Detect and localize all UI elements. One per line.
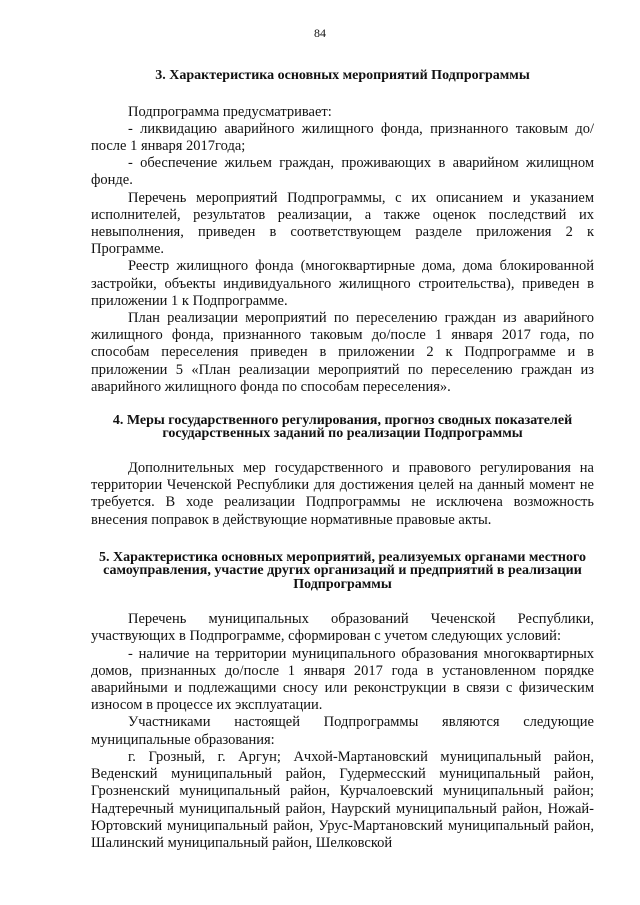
section-5 (91, 551, 594, 852)
paragraph: Подпрограмма предусматривает: (128, 103, 332, 120)
paragraph: Перечень муниципальных образований Чеченской Республики, участвующих в Подпрограмме, сформирован с учетом следующих условий: (91, 611, 594, 645)
paragraph: Перечень мероприятий Подпрограммы, с их описанием и указанием исполнителей, результатов реализации, а также оценок последствий их невыполнения, приведен в соответствующем разделе приложения 2 к Программе. (91, 189, 594, 258)
paragraph: План реализации мероприятий по переселению граждан из аварийного жилищного фонда, признанного таковым до/после 1 января 2017 года, по способам переселения приведен в приложении 2 к Подпрограмме и в приложении 5 «План реализации мероприятий по переселению граждан из аварийного жилищного фонда по способам переселения». (91, 309, 594, 395)
paragraph: - ликвидацию аварийного жилищного фонда, признанного таковым до/после 1 января 2017года; (91, 120, 594, 154)
paragraph: - обеспечение жильем граждан, проживающих в аварийном жилищном фонде. (91, 155, 594, 189)
paragraph: Реестр жилищного фонда (многоквартирные дома, дома блокированной застройки, объекты индивидуального жилищного строительства), приведен в приложении 1 к Подпрограмме. (91, 258, 594, 309)
section-4-title: 4. Меры государственного регулирования, прогноз сводных показателей государственных заданий по реализации Подпрограммы (112, 412, 573, 442)
document-body (91, 60, 594, 852)
section-5-title: 5. Характеристика основных мероприятий, реализуемых органами местного самоуправления, участие других организаций и предприятий в реализации Подпрограммы (99, 549, 586, 592)
section-4 (91, 414, 594, 529)
paragraph: Участниками настоящей Подпрограммы являются следующие муниципальные образования: (91, 714, 594, 748)
paragraph: г. Грозный, г. Аргун; Ачхой-Мартановский муниципальный район, Веденский муниципальный район, Гудермесский муниципальный район, Грозненский муниципальный район, Курчалоевский муниципальный район; Надтеречный муниципальный район, Наурский муниципальный район, Ножай-Юртовский муниципальный район, Урус-Мартановский муниципальный район, Шалинский муниципальный район, Шелковской (91, 748, 594, 851)
section-3 (91, 69, 594, 396)
section-3-title: 3. Характеристика основных мероприятий Подпрограммы (155, 68, 530, 83)
page-number: 84 (314, 26, 326, 40)
paragraph: - наличие на территории муниципального образования многоквартирных домов, признанных до/после 1 января 2017 года в установленном порядке аварийными и подлежащими сносу или реконструкции в связи с физическим износом в процессе их эксплуатации. (91, 645, 594, 714)
paragraph: Дополнительных мер государственного и правового регулирования на территории Чеченской Республики для достижения целей на данный момент не требуется. В ходе реализации Подпрограммы не исключена возможность внесения поправок в действующие нормативные правовые акты. (91, 459, 594, 528)
